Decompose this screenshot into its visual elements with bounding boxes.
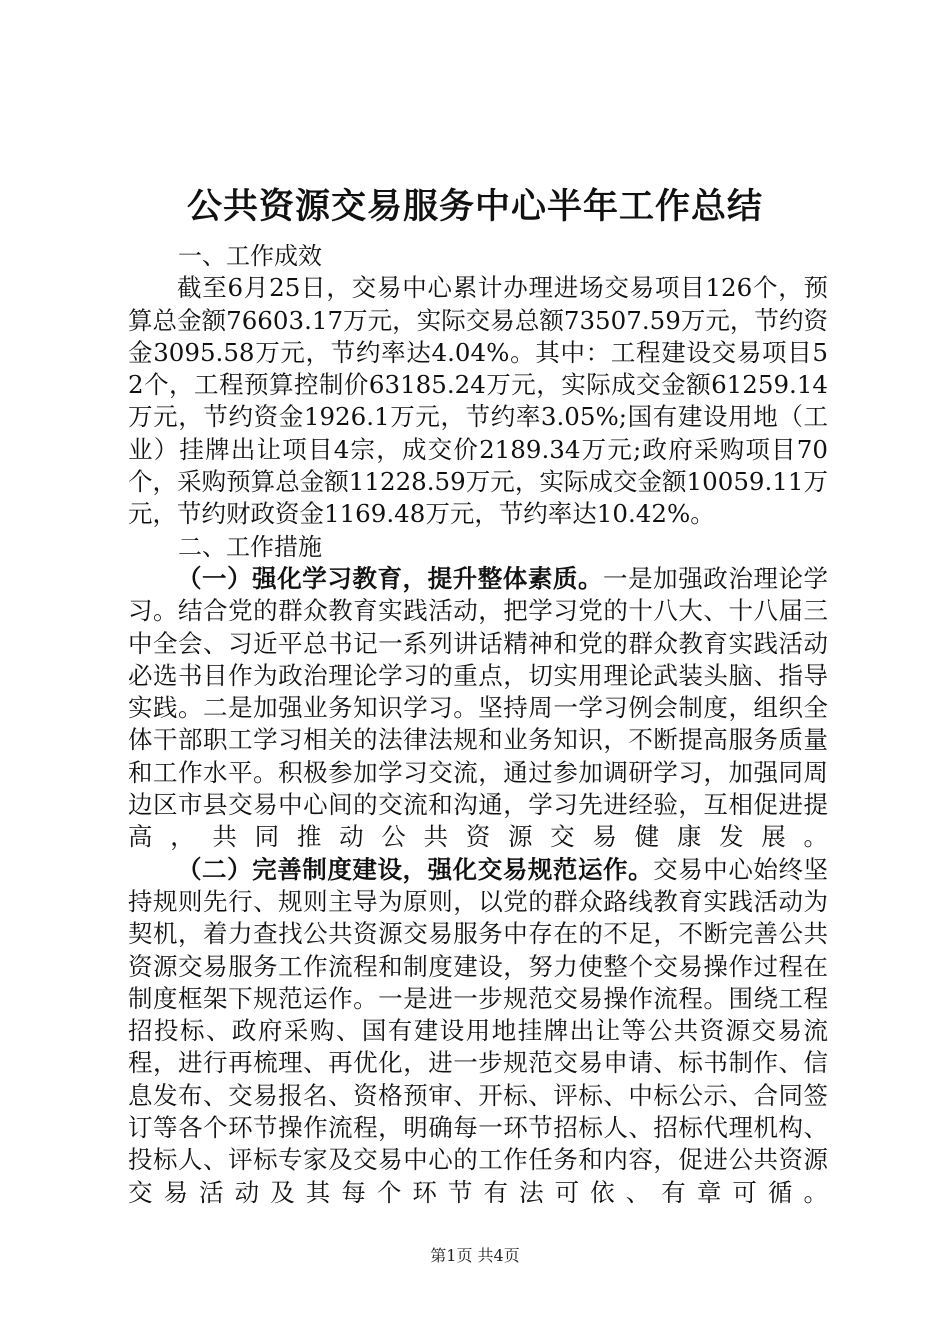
measure-lead-study: （一）强化学习教育，提升整体素质。	[177, 563, 604, 593]
section-heading-measures: 二、工作措施	[178, 532, 322, 561]
results-paragraph: 截至6月25日，交易中心累计办理进场交易项目126个，预算总金额76603.17万元，实际交易总额73507.59万元，节约资金3095.58万元，节约率达4.04%。其中：工程建设交易项目52个，工程预算控制价63185.24万元，实际成交金额61259.14万元，节约资金1926.1万元，节约率3.05%;国有建设用地（工业）挂牌出让项目4宗，成交价2189.34万元;政府采购项目70个，采购预算总金额11228.59万元，实际成交金额10059.11万元，节约财政资金1169.48万元，节约率达10.42%。	[128, 273, 828, 529]
page-number-footer: 第1页 共4页	[430, 1246, 520, 1265]
measure-text-study: 一是加强政治理论学习。结合党的群众教育实践活动，把学习党的十八大、十八届三中全会、习近平总书记一系列讲话精神和党的群众教育实践活动必选书目作为政治理论学习的重点，切实用理论武装头脑、指导实践。二是加强业务知识学习。坚持周一学习例会制度，组织全体干部职工学习相关的法律法规和业务知识，不断提高服务质量和工作水平。积极参加学习交流，通过参加调研学习，加强同周边区市县交易中心间的交流和沟通，学习先进经验，互相促进提高，共同推动公共资源交易健康发展。	[128, 563, 829, 852]
document-title: 公共资源交易服务中心半年工作总结	[186, 187, 763, 227]
document-body	[128, 240, 828, 1209]
measure-paragraph-study	[128, 563, 828, 854]
measure-paragraph-system	[128, 854, 828, 1209]
measure-lead-system: （二）完善制度建设，强化交易规范运作。	[177, 854, 654, 884]
measure-text-system: 交易中心始终坚持规则先行、规则主导为原则，以党的群众路线教育实践活动为契机，着力查找公共资源交易服务中存在的不足，不断完善公共资源交易服务工作流程和制度建设，努力使整个交易操作过程在制度框架下规范运作。一是进一步规范交易操作流程。围绕工程招投标、政府采购、国有建设用地挂牌出让等公共资源交易流程，进行再梳理、再优化，进一步规范交易申请、标书制作、信息发布、交易报名、资格预审、开标、评标、中标公示、合同签订等各个环节操作流程，明确每一环节招标人、招标代理机构、投标人、评标专家及交易中心的工作任务和内容，促进公共资源交易活动及其每个环节有法可依、有章可循。	[128, 854, 828, 1207]
section-heading-results: 一、工作成效	[178, 242, 322, 270]
